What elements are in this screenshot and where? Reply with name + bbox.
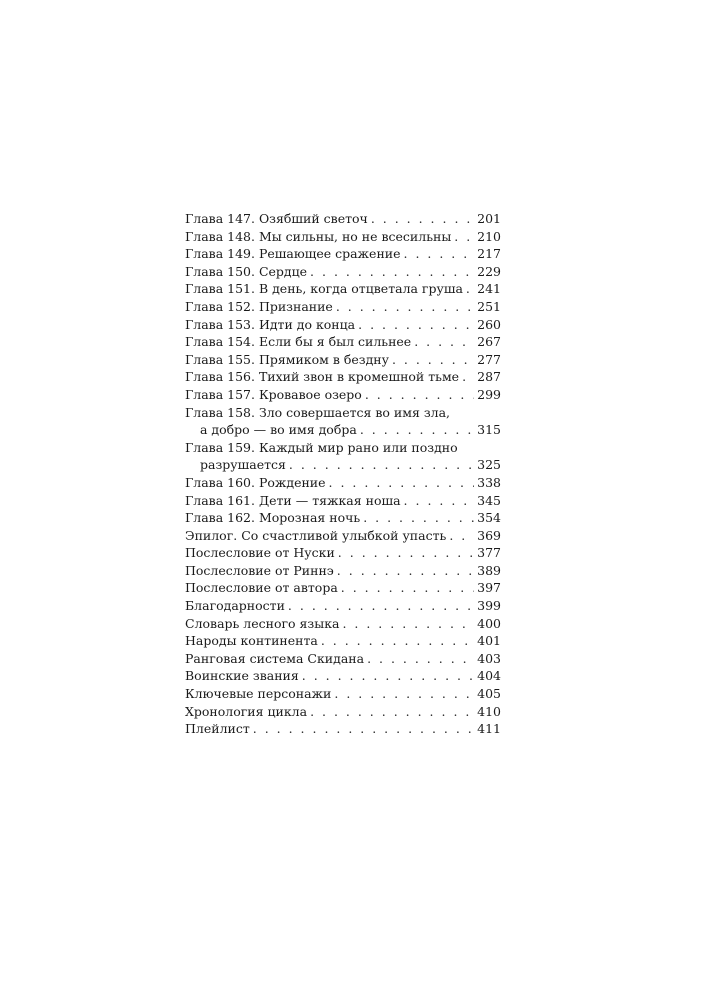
toc-entry[interactable]	[185, 210, 501, 228]
toc-entry-title: Глава 152. Признание	[185, 298, 333, 314]
leader-dots	[392, 351, 474, 369]
toc-entry-page: 251	[477, 298, 501, 314]
toc-entry-page: 287	[477, 369, 501, 385]
toc-entry-page: 405	[477, 686, 501, 702]
toc-entry-title: Глава 150. Сердце	[185, 263, 308, 279]
leader-dots	[360, 421, 474, 439]
leader-dots	[363, 509, 474, 527]
toc-entry[interactable]	[185, 720, 501, 738]
leader-dots	[404, 492, 475, 510]
toc-entry-page: 315	[477, 422, 501, 438]
leader-dots	[302, 667, 474, 685]
toc-entry[interactable]	[185, 316, 501, 334]
leader-dots	[404, 245, 475, 263]
toc-entry[interactable]	[185, 509, 501, 527]
leader-dots	[367, 650, 474, 668]
toc-entry-page: 411	[477, 721, 501, 737]
toc-entry-title: Послесловие от Нуски	[185, 545, 335, 561]
toc-entry-title: Словарь лесного языка	[185, 615, 340, 631]
toc-entry-page: 399	[477, 598, 501, 614]
leader-dots	[414, 333, 474, 351]
leader-dots	[341, 579, 474, 597]
table-of-contents	[185, 210, 501, 738]
leader-dots	[371, 210, 474, 228]
toc-entry[interactable]	[185, 527, 501, 545]
toc-entry-title: Послесловие от автора	[185, 580, 338, 596]
toc-entry[interactable]	[185, 228, 501, 246]
toc-entry-page: 217	[477, 246, 501, 262]
leader-dots	[329, 474, 475, 492]
toc-entry-title: Благодарности	[185, 598, 285, 614]
toc-entry-title: Ключевые персонажи	[185, 686, 332, 702]
toc-entry-title: Глава 149. Решающее сражение	[185, 246, 401, 262]
toc-entry-page: 354	[477, 510, 501, 526]
toc-entry[interactable]	[185, 245, 501, 263]
toc-entry-title: Глава 162. Морозная ночь	[185, 510, 361, 526]
toc-entry-title-continuation: а добро — во имя добра	[200, 422, 357, 438]
toc-entry-page: 403	[477, 650, 501, 666]
toc-entry[interactable]	[185, 615, 501, 633]
leader-dots	[358, 316, 474, 334]
leader-dots	[342, 615, 474, 633]
toc-entry-title: Глава 151. В день, когда отцветала груша	[185, 281, 463, 297]
toc-entry-page: 229	[477, 263, 501, 279]
toc-entry[interactable]	[185, 386, 501, 404]
leader-dots	[253, 720, 474, 738]
toc-entry[interactable]	[185, 562, 501, 580]
toc-entry[interactable]	[185, 544, 501, 562]
leader-dots	[334, 685, 474, 703]
toc-entry-title: Глава 158. Зло совершается во имя зла,	[185, 404, 451, 420]
toc-entry-title: Глава 157. Кровавое озеро	[185, 386, 362, 402]
toc-entry[interactable]	[185, 298, 501, 316]
leader-dots	[289, 456, 474, 474]
toc-entry[interactable]	[185, 650, 501, 668]
toc-entry-page: 400	[477, 615, 501, 631]
leader-dots	[321, 632, 474, 650]
toc-entry-title: Глава 156. Тихий звон в кромешной тьме	[185, 369, 460, 385]
toc-entry-title: Послесловие от Риннэ	[185, 562, 334, 578]
leader-dots	[449, 527, 474, 545]
leader-dots	[462, 368, 474, 386]
toc-entry-page: 401	[477, 633, 501, 649]
toc-entry-title: Хронология цикла	[185, 703, 308, 719]
toc-entry-page: 410	[477, 703, 501, 719]
toc-entry-title: Плейлист	[185, 721, 250, 737]
toc-entry-page: 404	[477, 668, 501, 684]
toc-entry[interactable]	[185, 263, 501, 281]
leader-dots	[466, 280, 474, 298]
toc-entry-title: Глава 153. Идти до конца	[185, 316, 356, 332]
toc-entry-page: 277	[477, 351, 501, 367]
leader-dots	[310, 703, 474, 721]
toc-entry-title: Эпилог. Со счастливой улыбкой упасть	[185, 527, 447, 543]
toc-entry[interactable]	[185, 492, 501, 510]
toc-entry[interactable]	[185, 703, 501, 721]
toc-entry-title: Глава 161. Дети — тяжкая ноша	[185, 492, 401, 508]
toc-entry-page: 267	[477, 334, 501, 350]
toc-entry-title: Глава 154. Если бы я был сильнее	[185, 334, 412, 350]
toc-entry-title: Глава 147. Озябший светоч	[185, 211, 368, 226]
toc-entry[interactable]	[185, 667, 501, 685]
toc-entry-title: Народы континента	[185, 633, 318, 649]
toc-entry-page: 345	[477, 492, 501, 508]
toc-entry[interactable]	[185, 368, 501, 386]
toc-entry-title: Глава 160. Рождение	[185, 474, 326, 490]
toc-entry[interactable]	[185, 579, 501, 597]
toc-entry[interactable]	[185, 685, 501, 703]
leader-dots	[288, 597, 474, 615]
toc-entry-title: Глава 159. Каждый мир рано или поздно	[185, 439, 458, 455]
toc-entry[interactable]	[185, 474, 501, 492]
toc-entry-page: 241	[477, 281, 501, 297]
toc-entry[interactable]	[185, 280, 501, 298]
toc-entry[interactable]	[185, 333, 501, 351]
toc-entry-page: 389	[477, 562, 501, 578]
toc-entry[interactable]	[185, 597, 501, 615]
toc-entry-title: Ранговая система Скидана	[185, 650, 365, 666]
leader-dots	[337, 562, 474, 580]
toc-entry[interactable]	[185, 351, 501, 369]
toc-entry[interactable]	[185, 404, 501, 439]
toc-entry-title: Воинские звания	[185, 668, 299, 684]
toc-entry-page: 210	[477, 228, 501, 244]
leader-dots	[336, 298, 474, 316]
toc-entry-page: 260	[477, 316, 501, 332]
leader-dots	[365, 386, 474, 404]
toc-entry-page: 338	[477, 474, 501, 490]
toc-entry-page: 369	[477, 527, 501, 543]
toc-entry-title: Глава 148. Мы сильны, но не всесильны	[185, 228, 452, 244]
toc-entry-page: 397	[477, 580, 501, 596]
toc-entry[interactable]	[185, 632, 501, 650]
toc-entry-page: 201	[477, 211, 501, 226]
toc-entry-page: 325	[477, 457, 501, 473]
leader-dots	[454, 228, 474, 246]
toc-entry-title-continuation: разрушается	[200, 457, 286, 473]
leader-dots	[338, 544, 474, 562]
toc-entry-page: 377	[477, 545, 501, 561]
toc-entry-title: Глава 155. Прямиком в бездну	[185, 351, 389, 367]
leader-dots	[310, 263, 474, 281]
toc-entry[interactable]	[185, 439, 501, 474]
toc-entry-page: 299	[477, 386, 501, 402]
